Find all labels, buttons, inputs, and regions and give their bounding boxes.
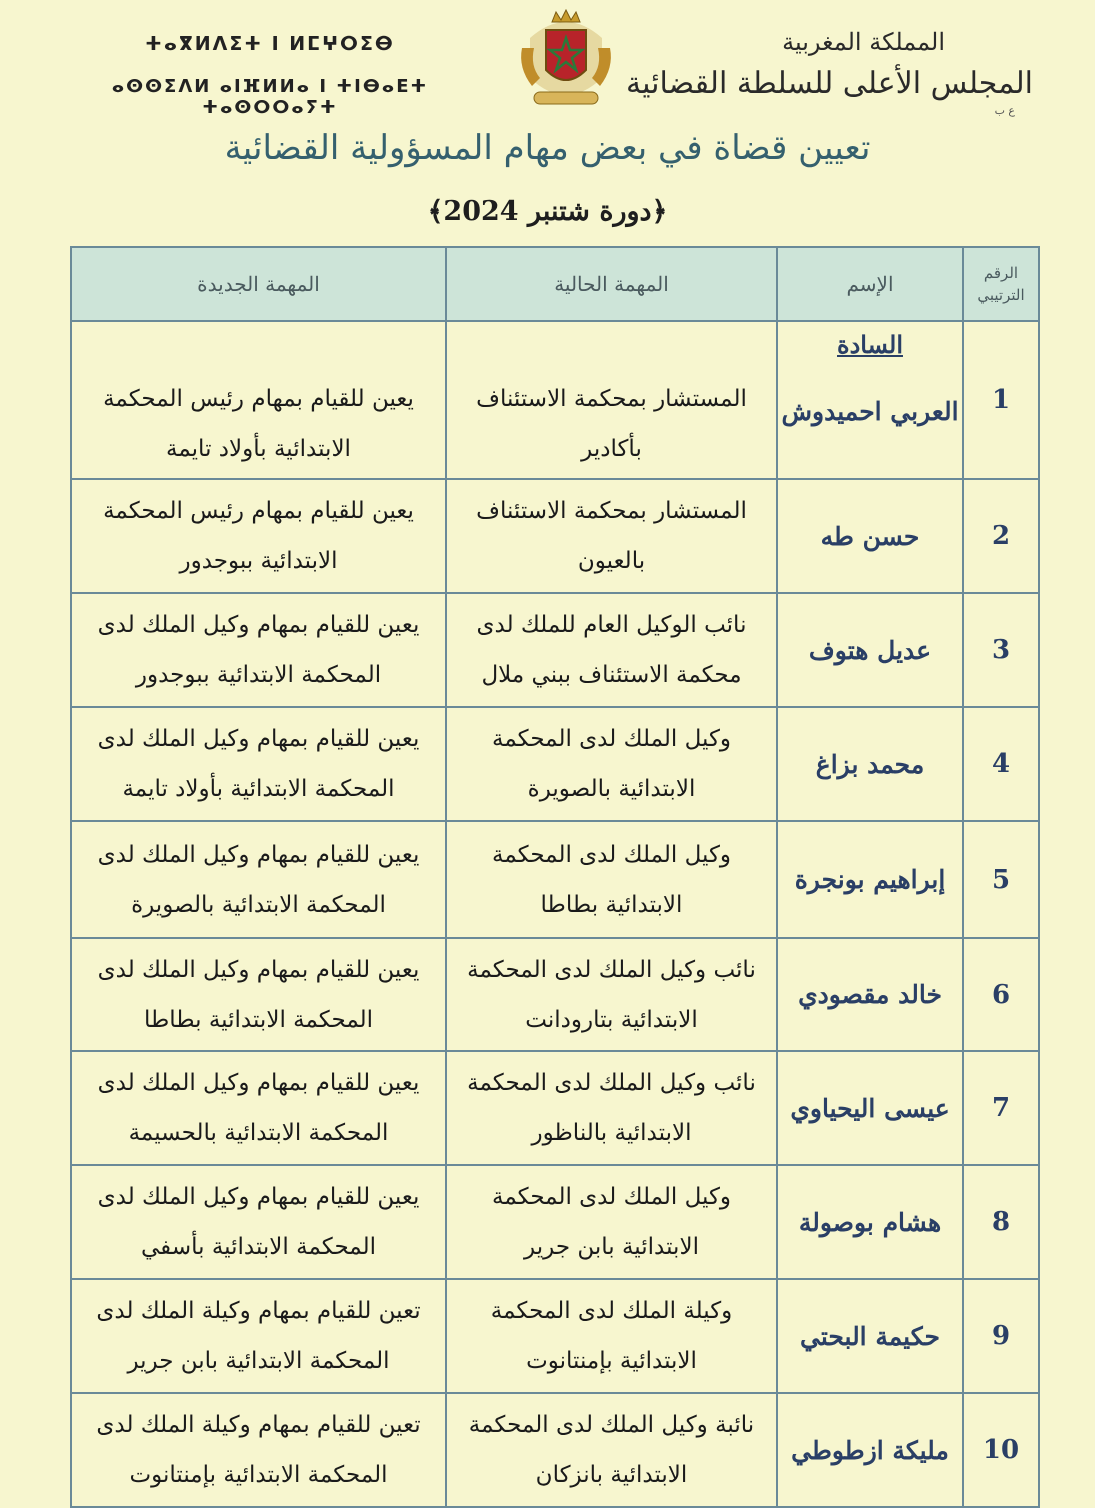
current-role-line: نائب وكيل الملك لدى المحكمة [467,956,756,983]
row-number: 5 [963,821,1039,938]
current-role-line: الابتدائية بتارودانت [525,1006,698,1033]
current-role-line: المستشار بمحكمة الاستئناف [476,386,747,412]
judge-name [777,593,963,707]
table-header-row [71,247,1039,321]
new-role [71,821,446,938]
new-role-line: يعين للقيام بمهام وكيل الملك لدى [97,612,420,638]
header-rank-line2: الترتيبي [977,286,1025,304]
current-role [446,821,777,938]
current-role-line: وكيل الملك لدى المحكمة [492,841,731,868]
judge-name [777,821,963,938]
new-role [71,479,446,593]
title-prefix: السادة [837,330,903,359]
new-role [71,321,446,479]
table-row [71,1165,1039,1279]
judge-name [777,1051,963,1165]
current-role-line: الابتدائية بابن جرير [524,1234,699,1260]
new-role-line: الابتدائية بأولاد تايمة [166,436,351,462]
new-role-line: يعين للقيام بمهام وكيل الملك لدى [97,726,420,752]
current-role-line: نائبة وكيل الملك لدى المحكمة [468,1412,755,1438]
current-role [446,479,777,593]
judge-name-text: حسن طه [820,521,920,551]
row-number: 4 [963,707,1039,821]
new-role-line: الابتدائية ببوجدور [179,548,338,574]
header-name: الإسم [777,247,963,321]
judge-name-text: خالد مقصودي [798,980,942,1009]
new-role [71,707,446,821]
header-rank-line1: الرقم [983,263,1019,282]
amazigh-council-name: ⴰⵙⵙⵉⴷⵍ ⴰⵏⴼⵍⵍⴰ ⵏ ⵜⵏⴱⴰⴹⵜ ⵜⴰⵙⵔⵔⴰⵢⵜ [111,76,429,118]
new-role-line: تعين للقيام بمهام وكيلة الملك لدى [96,1298,421,1324]
new-role-line: المحكمة الابتدائية بأولاد تايمة [122,776,395,802]
current-role [446,593,777,707]
new-role [71,593,446,707]
current-role [446,938,777,1051]
initials: ع ب [994,104,1015,117]
current-role-line: وكيلة الملك لدى المحكمة [490,1298,733,1324]
new-role [71,1279,446,1393]
header-rank [963,247,1039,321]
appointments-table [70,246,1040,1508]
judge-name [777,479,963,593]
new-role-line: يعين للقيام بمهام رئيس المحكمة [103,498,414,524]
judge-name-text: حكيمة البحتي [800,1321,940,1351]
judge-name [777,707,963,821]
row-number: 1 [963,321,1039,479]
new-role-line: المحكمة الابتدائية بالصويرة [131,891,386,918]
new-role-line: يعين للقيام بمهام رئيس المحكمة [103,386,414,412]
judge-name-text: إبراهيم بونجرة [794,865,946,894]
table-row [71,707,1039,821]
new-role [71,938,446,1051]
page-title: تعيين قضاة في بعض مهام المسؤولية القضائية [224,128,871,168]
table-row [71,821,1039,938]
new-role-line: المحكمة الابتدائية بإمنتانوت [129,1462,388,1488]
new-role-line: المحكمة الابتدائية بأسفي [141,1234,376,1260]
current-role-line: بأكادير [581,436,642,462]
judge-name [777,938,963,1051]
table-row [71,321,1039,479]
row-number: 7 [963,1051,1039,1165]
current-role [446,1165,777,1279]
current-role-line: محكمة الاستئناف ببني ملال [481,662,742,688]
judge-name [777,1393,963,1507]
table-row [71,1051,1039,1165]
header-new-role: المهمة الجديدة [71,247,446,321]
judge-name [777,1279,963,1393]
current-role-line: الابتدائية بإمنتانوت [526,1348,697,1374]
table-row [71,1393,1039,1507]
current-role-line: بالعيون [577,548,646,574]
current-role-line: وكيل الملك لدى المحكمة [492,1184,731,1210]
current-role-line: الابتدائية بانزكان [535,1462,688,1488]
new-role [71,1051,446,1165]
row-number: 9 [963,1279,1039,1393]
row-number: 3 [963,593,1039,707]
row-number: 2 [963,479,1039,593]
table-row [71,593,1039,707]
kingdom-name: المملكة المغربية [782,28,945,56]
table-row [71,938,1039,1051]
table-body [71,321,1039,1507]
row-number: 8 [963,1165,1039,1279]
current-role-line: الابتدائية بطاطا [540,891,683,918]
session-label: ﴿دورة شتنبر 2024﴾ [427,196,668,227]
current-role [446,321,777,479]
new-role [71,1165,446,1279]
new-role-line: المحكمة الابتدائية ببوجدور [135,662,382,688]
new-role [71,1393,446,1507]
judge-name-text: هشام بوصولة [798,1207,942,1237]
judge-name-text: عديل هتوف [808,635,932,665]
new-role-line: المحكمة الابتدائية بطاطا [143,1006,374,1033]
current-role [446,707,777,821]
new-role-line: تعين للقيام بمهام وكيلة الملك لدى [96,1412,421,1438]
current-role [446,1051,777,1165]
row-number: 6 [963,938,1039,1051]
new-role-line: المحكمة الابتدائية بالحسيمة [128,1120,389,1146]
table-row [71,1279,1039,1393]
judge-name [777,1165,963,1279]
current-role-line: المستشار بمحكمة الاستئناف [476,498,747,524]
judge-name [777,321,963,479]
current-role [446,1279,777,1393]
current-role [446,1393,777,1507]
moroccan-coat-of-arms-icon [512,8,620,112]
new-role-line: يعين للقيام بمهام وكيل الملك لدى [97,956,420,983]
new-role-line: يعين للقيام بمهام وكيل الملك لدى [97,841,420,868]
judge-name-text: محمد بزاغ [815,749,925,779]
current-role-line: الابتدائية بالصويرة [527,776,696,802]
new-role-line: المحكمة الابتدائية بابن جرير [127,1348,390,1374]
current-role-line: وكيل الملك لدى المحكمة [492,726,731,752]
judge-name-text: مليكة ازطوطي [791,1435,949,1465]
amazigh-kingdom-name: ⵜⴰⴳⵍⴷⵉⵜ ⵏ ⵍⵎⵖⵔⵉⴱ [145,33,395,55]
new-role-line: يعين للقيام بمهام وكيل الملك لدى [97,1070,420,1096]
new-role-line: يعين للقيام بمهام وكيل الملك لدى [97,1184,420,1210]
session-text: دورة شتنبر 2024 [443,196,652,227]
judge-name-text: عيسى اليحياوي [790,1093,950,1123]
council-name: المجلس الأعلى للسلطة القضائية [625,66,1033,101]
current-role-line: الابتدائية بالناظور [531,1120,692,1146]
letterhead [0,0,1095,120]
header-current-role: المهمة الحالية [446,247,777,321]
judge-name-text: العربي احميدوش [781,397,959,426]
table-row [71,479,1039,593]
row-number: 10 [963,1393,1039,1507]
current-role-line: نائب الوكيل العام للملك لدى [476,612,747,638]
current-role-line: نائب وكيل الملك لدى المحكمة [467,1070,756,1096]
